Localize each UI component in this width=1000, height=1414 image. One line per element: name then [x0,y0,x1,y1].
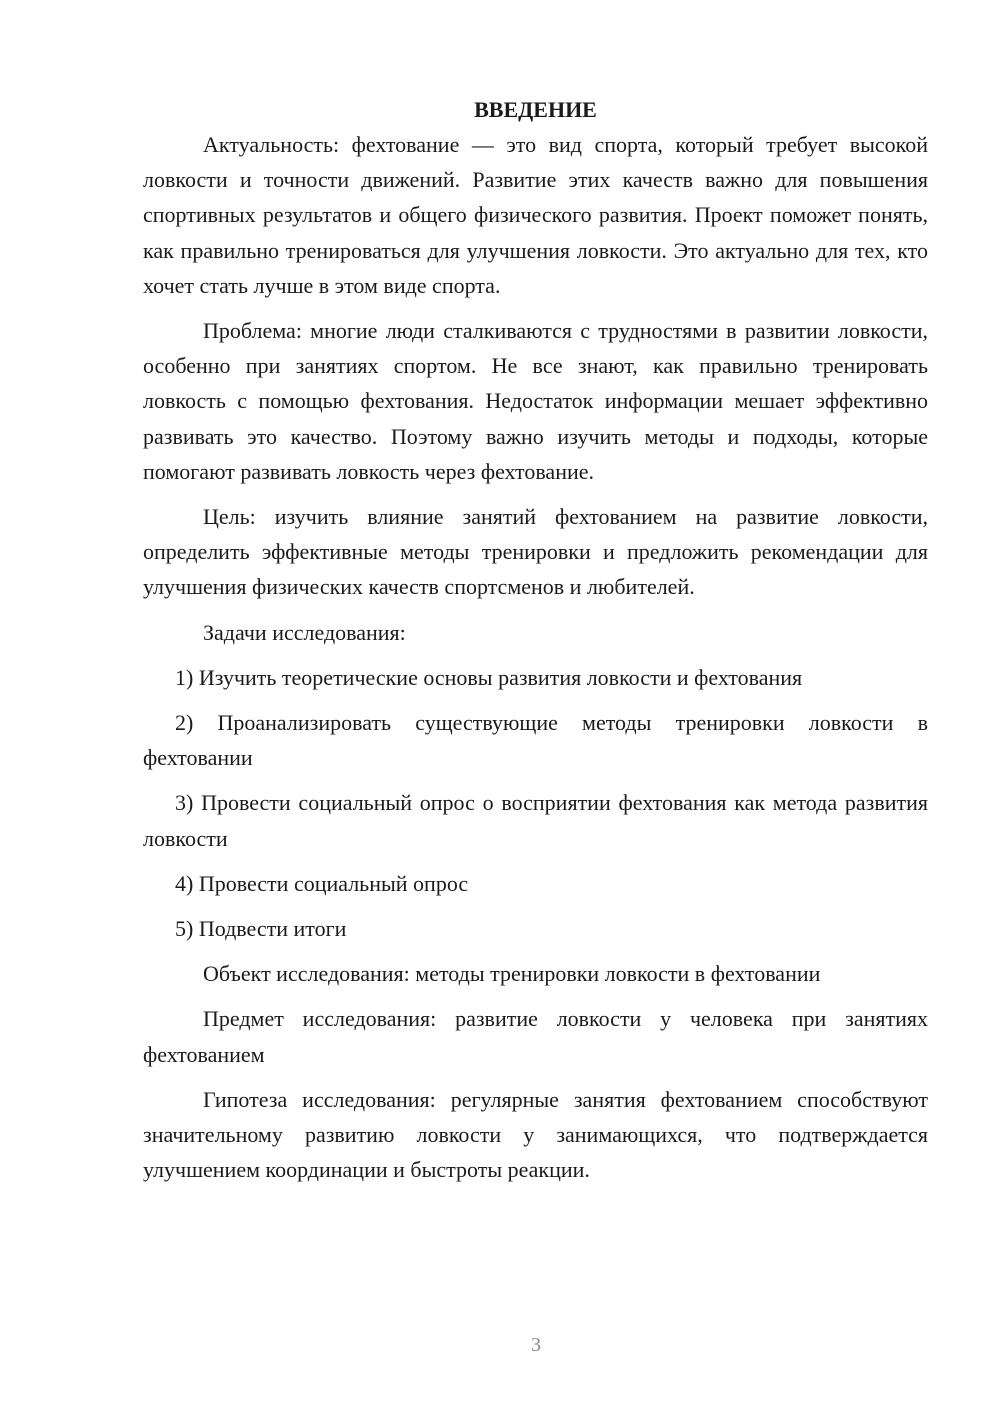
problem-paragraph: Проблема: многие люди сталкиваются с трудностями в развитии ловкости, особенно при занятиях спортом. Не все знают, как правильно тренировать ловкость с помощью фехтования. Недостаток информации мешает эффективно развивать это качество. Поэтому важно изучить методы и подходы, которые помогают развивать ловкость через фехтование. [143,318,928,484]
task-item-3: 3) Провести социальный опрос о восприятии фехтования как метода развития ловкости [143,790,928,851]
tasks-title: Задачи исследования: [203,619,406,645]
goal-paragraph: Цель: изучить влияние занятий фехтованием на развитие ловкости, определить эффективные методы тренировки и предложить рекомендации для улучшения физических качеств спортсменов и любителей. [143,504,928,600]
task-item-5: 5) Подвести итоги [175,916,347,942]
task-item-4: 4) Провести социальный опрос [175,870,469,896]
hypothesis-paragraph: Гипотеза исследования: регулярные занятия фехтованием способствуют значительному развитию ловкости у занимающихся, что подтверждается улучшением координации и быстроты реакции. [143,1086,928,1183]
task-item-2: 2) Проанализировать существующие методы тренировки ловкости в фехтовании [143,710,928,771]
relevance-paragraph: Актуальность: фехтование — это вид спорта, который требует высокой ловкости и точности движений. Развитие этих качеств важно для повышения спортивных результатов и общего физического развития. Проект поможет понять, как правильно тренироваться для улучшения ловкости. Это актуально для тех, кто хочет стать лучше в этом виде спорта. [143,132,928,298]
subject-paragraph: Предмет исследования: развитие ловкости у человека при занятиях фехтованием [143,1006,928,1067]
tasks-list [143,660,928,946]
section-heading: ВВЕДЕНИЕ [474,97,597,122]
page-number: 3 [531,1334,541,1356]
task-item-1: 1) Изучить теоретические основы развития ловкости и фехтования [175,664,803,690]
document-page [143,92,928,1197]
object-paragraph: Объект исследования: методы тренировки ловкости в фехтовании [203,961,821,987]
